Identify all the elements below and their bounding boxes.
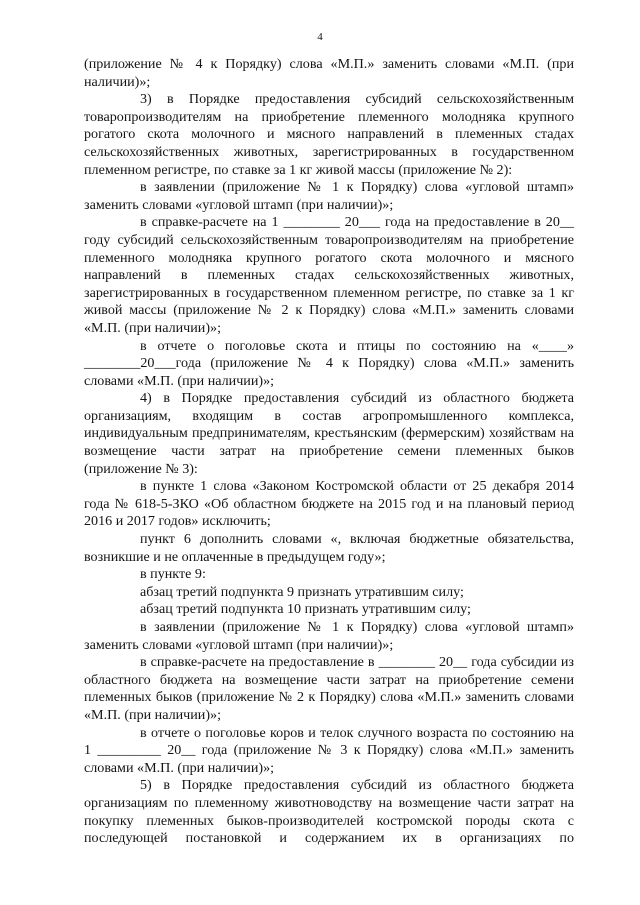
- paragraph: пункт 6 дополнить словами «, включая бюджетные обязательства, возникшие и не оплаченные в предыдущем году»;: [84, 531, 574, 565]
- paragraph: абзац третий подпункта 10 признать утратившим силу;: [140, 601, 471, 618]
- paragraph: 3) в Порядке предоставления субсидий сельскохозяйственным товаропроизводителям на приобретение племенного молодняка крупного рогатого скота молочного и мясного направлений в племенных стадах сельскохозяйственных животных, зарегистрированных в государственном племенном регистре, по ставке за 1 кг живой массы (приложение № 2):: [84, 91, 574, 178]
- paragraph: в справке-расчете на 1 ________ 20___ года на предоставление в 20__ году субсидий сельскохозяйственным товаропроизводителям на приобретение племенного молодняка крупного рогатого скота молочного и мясного направлений в племенных стадах сельскохозяйственных животных, зарегистрированных в государственном племенном регистре, по ставке за 1 кг живой массы (приложение № 2 к Порядку) слова «М.П.» заменить словами «М.П. (при наличии)»;: [84, 214, 574, 336]
- paragraph: (приложение № 4 к Порядку) слова «М.П.» заменить словами «М.П. (при наличии)»;: [84, 56, 574, 90]
- paragraph: в отчете о поголовье коров и телок случного возраста по состоянию на 1 _________ 20__ года (приложение № 3 к Порядку) слова «М.П.» заменить словами «М.П. (при наличии)»;: [84, 724, 574, 776]
- paragraph: в пункте 9:: [140, 566, 206, 583]
- paragraph: абзац третий подпункта 9 признать утратившим силу;: [140, 583, 464, 600]
- document-body: [84, 56, 574, 848]
- paragraph: в заявлении (приложение № 1 к Порядку) слова «угловой штамп» заменить словами «угловой штамп (при наличии)»;: [84, 179, 574, 213]
- page-number: 4: [317, 31, 323, 43]
- paragraph: 4) в Порядке предоставления субсидий из областного бюджета организациям, входящим в состав агропромышленного комплекса, индивидуальным предпринимателям, крестьянским (фермерским) хозяйствам на возмещение части затрат на приобретение семени племенных быков (приложение № 3):: [84, 390, 574, 477]
- paragraph: в отчете о поголовье скота и птицы по состоянию на «____» ________20___года (приложение № 4 к Порядку) слова «М.П.» заменить словами «М.П. (при наличии)»;: [84, 337, 574, 389]
- paragraph: в справке-расчете на предоставление в ________ 20__ года субсидии из областного бюджета на возмещение части затрат на приобретение семени племенных быков (приложение № 2 к Порядку) слова «М.П.» заменить словами «М.П. (при наличии)»;: [84, 654, 574, 723]
- paragraph: 5) в Порядке предоставления субсидий из областного бюджета организациям по племенному животноводству на возмещение части затрат на покупку племенных быков-производителей костромской породы скота с последующей постановкой и содержанием их в организациях по: [84, 777, 574, 847]
- paragraph: в заявлении (приложение № 1 к Порядку) слова «угловой штамп» заменить словами «угловой штамп (при наличии)»;: [84, 619, 574, 653]
- paragraph: в пункте 1 слова «Законом Костромской области от 25 декабря 2014 года № 618-5-ЗКО «Об областном бюджете на 2015 год и на плановый период 2016 и 2017 годов» исключить;: [84, 478, 574, 530]
